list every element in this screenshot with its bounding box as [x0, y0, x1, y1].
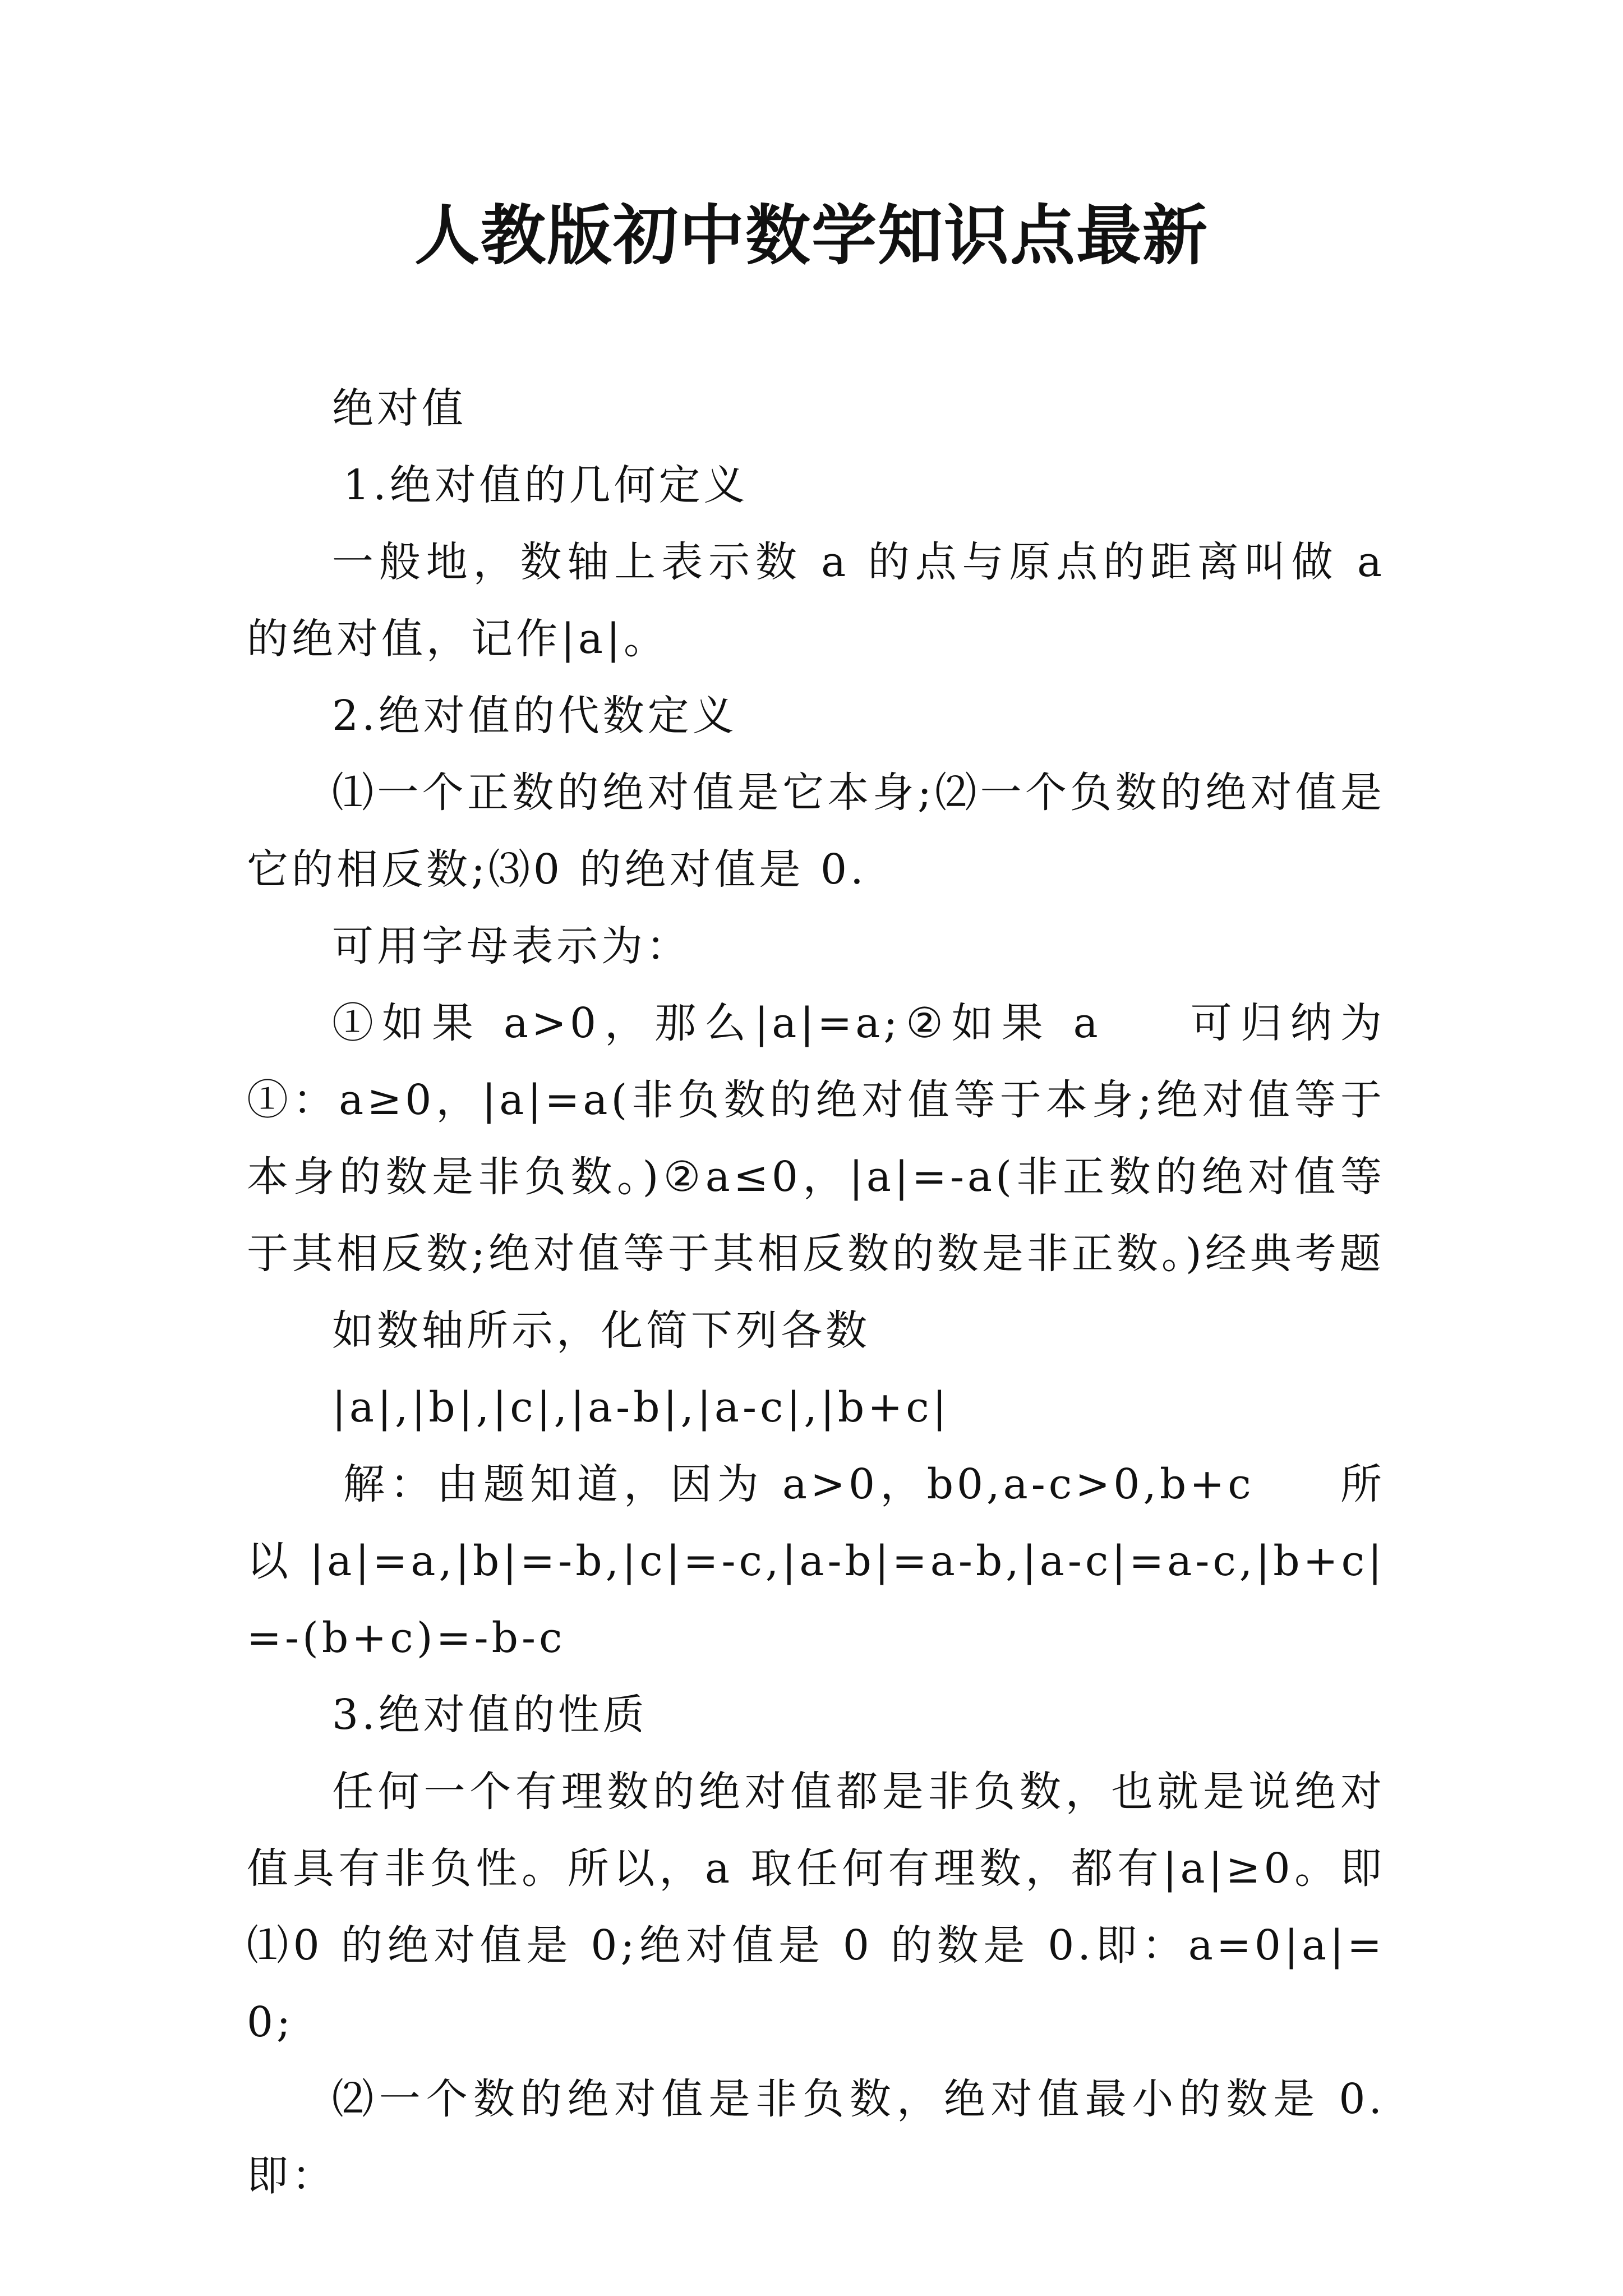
paragraph-example-prompt: 如数轴所示，化简下列各数 [332, 1306, 870, 1355]
subheading-properties: 3.绝对值的性质 [332, 1691, 648, 1739]
paragraph-geometric-definition: 一般地，数轴上表示数 a 的点与原点的距离叫做 a 的绝对值，记作|a|。 [247, 538, 1385, 663]
paragraph-non-negativity: 任何一个有理数的绝对值都是非负数，也就是说绝对值具有非负性。所以，a 取任何有理数，都有|a|≥0。即⑴0 的绝对值是 0;绝对值是 0 的数是 0.即：a=0|a|=0; [247, 1768, 1385, 2046]
section-heading-absolute-value: 绝对值 [332, 384, 467, 432]
subheading-algebraic-definition: 2.绝对值的代数定义 [332, 692, 737, 740]
cases-text-part-2: 可归纳为①：a≥0，|a|=a(非负数的绝对值等于本身;绝对值等于本身的数是非负数。)②a≤0，|a|=-a(非正数的绝对值等于其相反数;绝对值等于其相反数的数是非正数。)经典考题 [247, 999, 1385, 1278]
solution-text-part-1: 解：由题知道，因为 a>0，b0,a-c>0,b+c [343, 1460, 1255, 1508]
paragraph-algebraic-definition: ⑴一个正数的绝对值是它本身;⑵一个负数的绝对值是它的相反数;⑶0 的绝对值是 0. [247, 769, 1385, 894]
subheading-geometric-definition: 1.绝对值的几何定义 [343, 461, 749, 509]
document-body [247, 370, 1385, 2215]
solution-text-part-2: 所以|a|=a,|b|=-b,|c|=-c,|a-b|=a-b,|a-c|=a-c,|b+c|=-(b+c)=-b-c [247, 1460, 1386, 1662]
paragraph-solution [247, 1446, 1385, 1677]
paragraph-letter-notation: 可用字母表示为： [332, 922, 691, 970]
paragraph-example-expressions: |a|,|b|,|c|,|a-b|,|a-c|,|b+c| [332, 1383, 950, 1432]
page-title: 人教版初中数学知识点最新 [414, 197, 1209, 274]
paragraph-cases [247, 985, 1385, 1292]
paragraph-minimum-value: ⑵一个数的绝对值是非负数，绝对值最小的数是 0.即： [247, 2075, 1385, 2200]
cases-text-part-1: ①如果 a>0，那么|a|=a;②如果 a [332, 999, 1101, 1047]
